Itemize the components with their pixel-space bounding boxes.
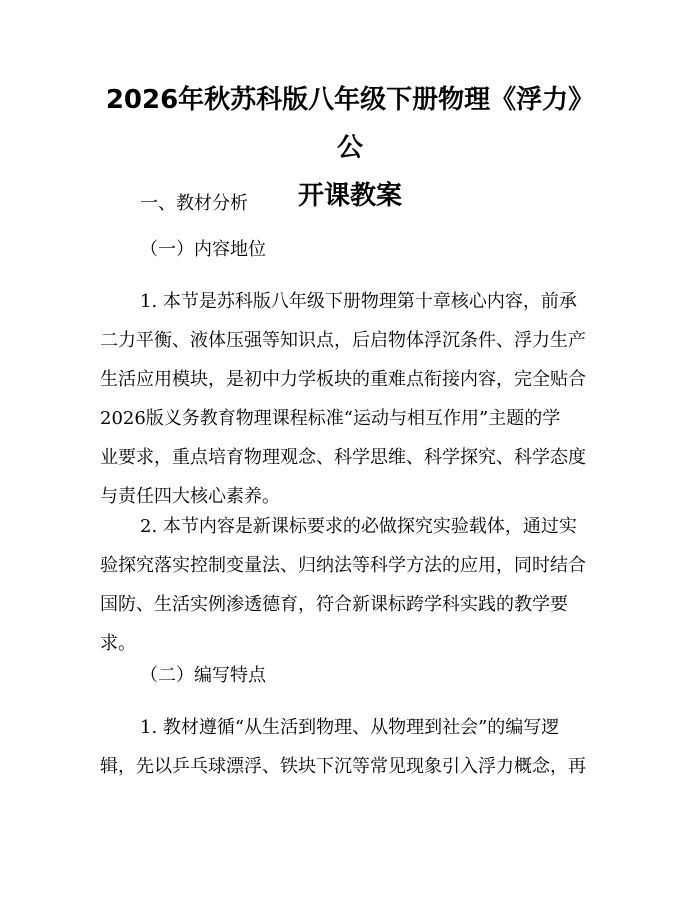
title-line-1: 2026年秋苏科版八年级下册物理《浮力》公 xyxy=(105,85,595,163)
paragraph-2 xyxy=(100,507,600,663)
paragraph-line: 国防、生活实例渗透德育，符合新课标跨学科实践的教学要 xyxy=(100,594,568,615)
paragraph-line: 生活应用模块，是初中力学板块的重难点衔接内容，完全贴合 xyxy=(100,369,586,390)
paragraph-line: 二力平衡、液体压强等知识点，后启物体浮沉条件、浮力生产 xyxy=(100,330,586,351)
paragraph-3 xyxy=(100,708,600,786)
paragraph-line: 1. 本节是苏科版八年级下册物理第十章核心内容，前承 xyxy=(140,291,577,312)
subsection-heading-content-position: （一）内容地位 xyxy=(140,239,266,260)
paragraph-line: 与责任四大核心素养。 xyxy=(100,486,280,507)
paragraph-line: 求。 xyxy=(100,633,136,654)
title-line-2: 开课教案 xyxy=(297,181,402,211)
paragraph-1 xyxy=(100,282,600,516)
paragraph-line: 2026版义务教育物理课程标准“运动与相互作用”主题的学 xyxy=(100,408,561,429)
paragraph-line: 2. 本节内容是新课标要求的必做探究实验载体，通过实 xyxy=(140,516,577,537)
paragraph-line: 业要求，重点培育物理观念、科学思维、科学探究、科学态度 xyxy=(100,447,586,468)
section-heading-teaching-material-analysis: 一、教材分析 xyxy=(140,193,248,214)
paragraph-line: 验探究落实控制变量法、归纳法等科学方法的应用，同时结合 xyxy=(100,555,586,576)
paragraph-line: 辑，先以乒乓球漂浮、铁块下沉等常见现象引入浮力概念，再 xyxy=(100,756,586,777)
subsection-heading-writing-features: （二）编写特点 xyxy=(140,665,266,686)
paragraph-line: 1. 教材遵循“从生活到物理、从物理到社会”的编写逻 xyxy=(140,717,560,738)
